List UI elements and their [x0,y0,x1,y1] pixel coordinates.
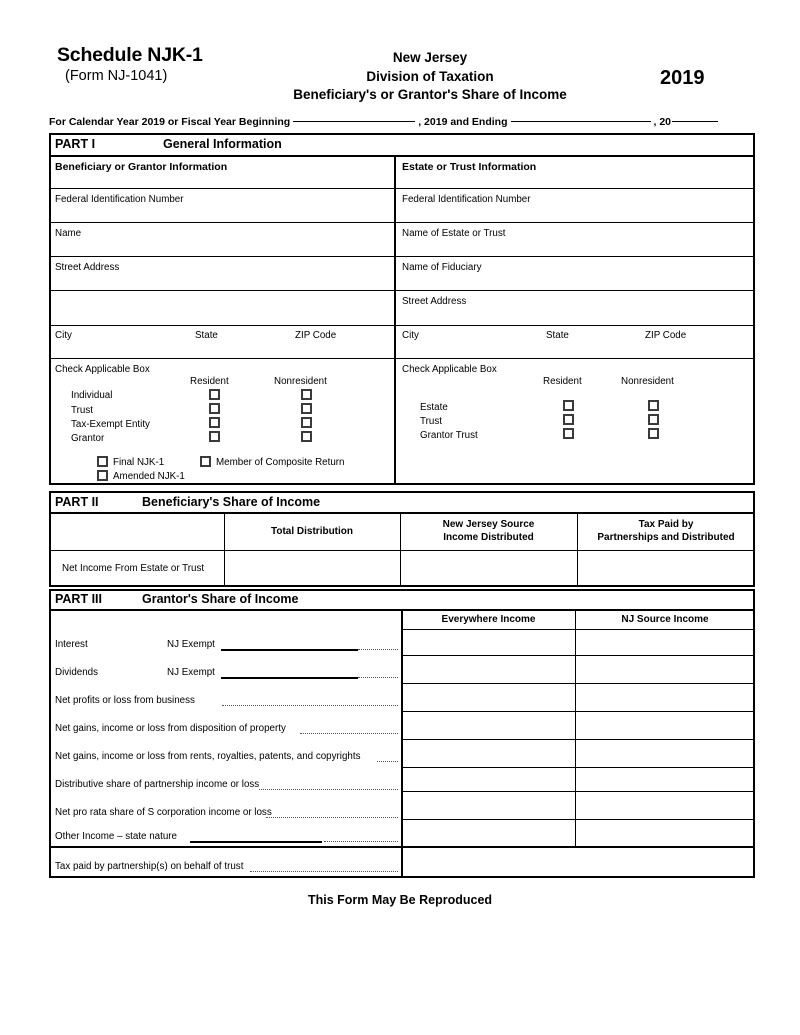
right-check-box-title: Check Applicable Box [402,364,497,375]
right-field-street-label: Street Address [402,296,467,307]
checkbox-grantor-trust-resident[interactable] [563,428,574,439]
part3-row-label-dividends: Dividends [55,667,99,678]
part2-col-tax-paid-line2: Partnerships and Distributed [597,532,735,543]
part3-row-divider-4 [402,739,755,740]
part3-row-partnership-leader [259,788,398,790]
part3-row-label-interest: Interest [55,639,88,650]
final-njk1-label: Final NJK-1 [113,457,165,468]
left-field-street-label: Street Address [55,262,120,273]
checkbox-trust-resident[interactable] [209,403,220,414]
right-field-fein-label: Federal Identification Number [402,194,531,205]
right-city-label: City [402,330,419,341]
header-center-block [230,49,630,105]
checkbox-final-njk1[interactable] [97,456,108,467]
part3-row-label-s-corporation: Net pro rata share of S corporation income or loss [55,807,272,818]
beneficiary-info-heading: Beneficiary or Grantor Information [55,161,228,173]
part2-col-divider-1 [224,512,225,587]
part2-col-total-distribution: Total Distribution [270,526,354,537]
left-resident-column-header: Resident [190,376,229,387]
right-resident-column-header: Resident [543,376,582,387]
part2-header-divider [49,550,755,551]
right-field-estate-name-label: Name of Estate or Trust [402,228,506,239]
part3-row-divider-5 [402,767,755,768]
left-state-label: State [195,330,218,341]
left-row-trust-label: Trust [71,405,93,416]
part3-row-rents-leader [377,760,398,762]
checkbox-trust-nonresident[interactable] [301,403,312,414]
fiscal-suffix-label: , 20 [653,116,672,128]
part3-col-everywhere-income: Everywhere Income [441,614,536,625]
footer-reproduction-note: This Form May Be Reproduced [307,893,493,907]
part2-col-tax-paid-line1: Tax Paid by [638,519,694,530]
fiscal-begin-input[interactable] [293,120,415,122]
checkbox-tax-exempt-resident[interactable] [209,417,220,428]
part3-row-dividends-nj-exempt-label: NJ Exempt [167,667,215,678]
part3-row-label-other-income: Other Income – state nature [55,831,177,842]
part3-title: Grantor's Share of Income [142,592,299,606]
checkbox-estate-nonresident[interactable] [648,400,659,411]
part3-row-divider-6 [402,791,755,792]
part1-row-divider-4 [49,290,755,291]
fiscal-end-input[interactable] [511,120,651,122]
page-title: Schedule NJK-1 [57,44,203,66]
part1-row-divider-3 [49,256,755,257]
left-row-individual-label: Individual [71,390,113,401]
right-state-label: State [546,330,569,341]
part3-row-dividends-nj-exempt-input[interactable] [221,676,358,679]
checkbox-individual-nonresident[interactable] [301,389,312,400]
fiscal-year-line [49,116,755,132]
form-header [0,44,800,106]
part3-header-divider [402,629,755,630]
part3-row-disposition-leader [300,732,398,734]
part1-row-divider-6 [49,358,755,359]
part3-final-row-label-tax-paid: Tax paid by partnership(s) on behalf of trust [55,861,244,872]
right-zip-label: ZIP Code [645,330,687,341]
left-zip-label: ZIP Code [295,330,337,341]
part3-row-interest-nj-exempt-label: NJ Exempt [167,639,215,650]
part1-row-divider-2 [49,222,755,223]
part3-row-divider-3 [402,711,755,712]
part3-col-divider-middle [575,609,576,846]
part2-row-label-net-income: Net Income From Estate or Trust [62,563,205,574]
part2-banner-divider [49,512,755,514]
amended-njk1-label: Amended NJK-1 [113,471,185,482]
part3-row-net-profits-leader [222,704,398,706]
checkbox-tax-exempt-nonresident[interactable] [301,417,312,428]
part3-row-divider-1 [402,655,755,656]
part3-row-other-income-leader [324,840,398,842]
left-field-name-label: Name [55,228,82,239]
part1-banner-divider [49,155,755,157]
part3-row-label-partnership-share: Distributive share of partnership income or loss [55,779,260,790]
left-check-box-title: Check Applicable Box [55,364,150,375]
part3-label-col-divider [401,609,403,878]
right-row-grantor-trust-label: Grantor Trust [420,430,478,441]
checkbox-grantor-trust-nonresident[interactable] [648,428,659,439]
checkbox-grantor-resident[interactable] [209,431,220,442]
part1-title: General Information [163,137,282,151]
fiscal-middle-label: , 2019 and Ending [418,116,508,128]
left-nonresident-column-header: Nonresident [274,376,327,387]
member-composite-return-label: Member of Composite Return [216,457,345,468]
part3-col-nj-source-income: NJ Source Income [621,614,709,625]
left-city-label: City [55,330,72,341]
part1-label: PART I [55,137,96,151]
part3-row-divider-2 [402,683,755,684]
left-row-tax-exempt-label: Tax-Exempt Entity [71,419,150,430]
part1-center-divider [394,155,396,485]
part3-row-label-rents-royalties: Net gains, income or loss from rents, royalties, patents, and copyrights [55,751,361,762]
part3-label: PART III [55,592,102,606]
form-number-subtitle: (Form NJ-1041) [65,68,168,84]
part3-final-row-divider [49,846,755,848]
part1-row-divider-1 [49,188,755,189]
checkbox-trust2-resident[interactable] [563,414,574,425]
left-field-fein-label: Federal Identification Number [55,194,184,205]
part3-row-label-disposition-property: Net gains, income or loss from disposition of property [55,723,286,734]
part3-final-row-leader [250,870,398,872]
checkbox-amended-njk1[interactable] [97,470,108,481]
right-nonresident-column-header: Nonresident [621,376,674,387]
part2-label: PART II [55,495,99,509]
part3-row-interest-nj-exempt-input[interactable] [221,648,358,651]
checkbox-individual-resident[interactable] [209,389,220,400]
part3-row-label-net-profits: Net profits or loss from business [55,695,195,706]
left-row-grantor-label: Grantor [71,433,105,444]
fiscal-end-year-input[interactable] [672,120,718,122]
part2-title: Beneficiary's Share of Income [142,495,321,509]
agency-division: Division of Taxation [366,68,494,84]
part3-row-other-income-input[interactable] [190,840,322,843]
part2-col-nj-source-line2: Income Distributed [443,532,534,543]
part3-row-interest-leader [358,648,398,650]
part3-row-dividends-leader [358,676,398,678]
checkbox-trust2-nonresident[interactable] [648,414,659,425]
right-field-fiduciary-label: Name of Fiduciary [402,262,482,273]
checkbox-grantor-nonresident[interactable] [301,431,312,442]
agency-name: New Jersey [392,50,468,65]
estate-info-heading: Estate or Trust Information [402,161,537,173]
form-description: Beneficiary's or Grantor's Share of Income [293,87,567,102]
checkbox-member-composite-return[interactable] [200,456,211,467]
right-row-estate-label: Estate [420,402,448,413]
part3-row-s-corp-leader [266,816,398,818]
part2-col-nj-source-line1: New Jersey Source [442,519,535,530]
checkbox-estate-resident[interactable] [563,400,574,411]
part3-row-divider-7 [402,819,755,820]
part1-row-divider-5 [49,325,755,326]
tax-year: 2019 [660,67,705,89]
fiscal-prefix-label: For Calendar Year 2019 or Fiscal Year Beginning [49,116,291,128]
right-row-trust-label: Trust [420,416,442,427]
